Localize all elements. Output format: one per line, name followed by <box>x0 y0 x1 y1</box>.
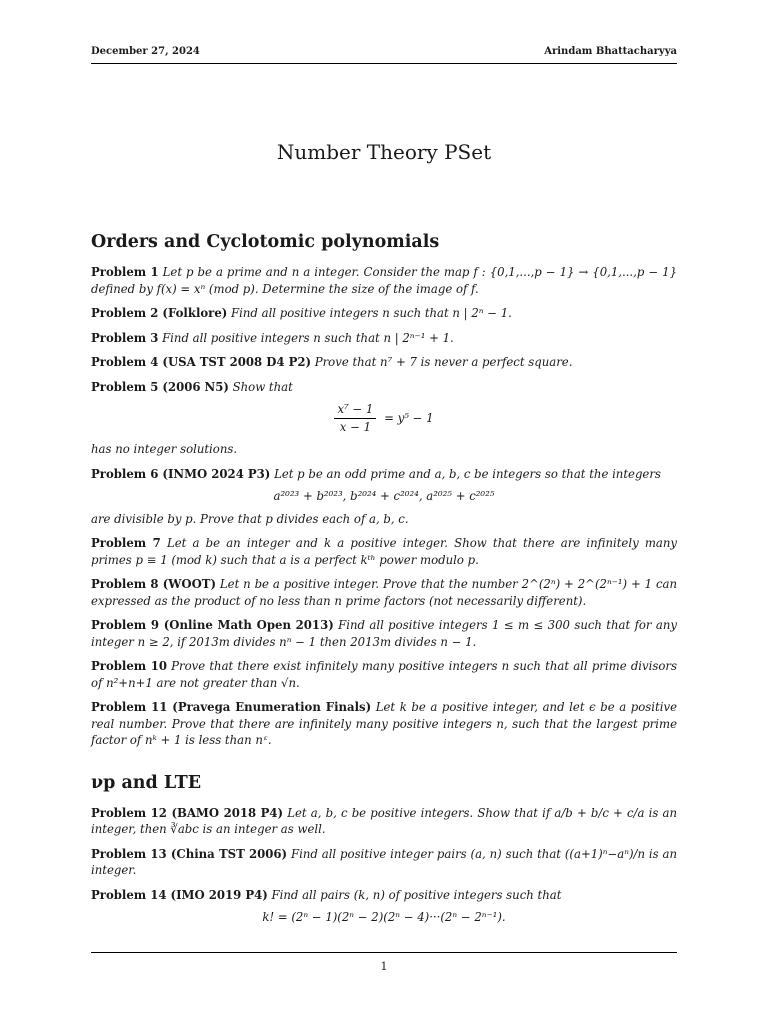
problem-head: Problem 8 (WOOT) <box>91 577 217 591</box>
page-header <box>91 46 677 64</box>
problem-14 <box>91 887 677 926</box>
problem-body: Find all positive integer pairs (a, n) such that ((a+1)ⁿ−aⁿ)/n is an integer. <box>91 846 677 877</box>
problem-3 <box>91 330 677 347</box>
display-equation <box>91 401 677 435</box>
problem-8 <box>91 576 677 609</box>
problem-body: Find all pairs (k, n) of positive integers such that <box>271 887 562 902</box>
problem-7 <box>91 535 677 568</box>
problem-6 <box>91 466 677 528</box>
problem-head: Problem 7 <box>91 536 161 550</box>
section-title-lte: νp and LTE <box>91 772 202 793</box>
footer-rule <box>91 952 677 953</box>
header-author: Arindam Bhattacharyya <box>544 46 677 57</box>
problem-head: Problem 14 (IMO 2019 P4) <box>91 887 268 902</box>
problem-body: Let k be a positive integer, and let ϵ be a positive real number. Prove that there are infinitely many positive integers n, such that the largest prime factor of nᵏ + 1 is less than nᵋ. <box>91 700 677 747</box>
problem-11 <box>91 699 677 749</box>
problem-5 <box>91 379 677 458</box>
problem-body: Let n be a positive integer. Prove that the number 2^(2ⁿ) + 2^(2ⁿ⁻¹) + 1 can expressed as the product of no less than n prime factors (not necessarily different). <box>91 577 678 608</box>
display-equation: k! = (2ⁿ − 1)(2ⁿ − 2)(2ⁿ − 4)···(2ⁿ − 2ⁿ⁻¹). <box>262 910 506 924</box>
problem-body: Let p be a prime and n a integer. Consider the map f : {0,1,...,p − 1} → {0,1,...,p − 1} defined by f(x) = xⁿ (mod p). Determine the size of the image of f. <box>91 265 678 296</box>
problem-2 <box>91 305 677 322</box>
problem-body: Prove that there exist infinitely many positive integers n such that all prime divisors of n²+n+1 are not greater than √n. <box>91 659 677 690</box>
problem-head: Problem 6 (INMO 2024 P3) <box>91 466 271 481</box>
problem-body: Find all positive integers 1 ≤ m ≤ 300 such that for any integer n ≥ 2, if 2013m divides nⁿ − 1 then 2013m divides n − 1. <box>91 618 678 649</box>
problem-4 <box>91 354 677 371</box>
display-equation: a²⁰²³ + b²⁰²³, b²⁰²⁴ + c²⁰²⁴, a²⁰²⁵ + c²⁰²⁵ <box>273 489 495 503</box>
problem-body: Let a be an integer and k a positive integer. Show that there are infinitely many primes p ≡ 1 (mod k) such that a is a perfect kᵗʰ power modulo p. <box>91 536 678 567</box>
problem-continuation: has no integer solutions. <box>91 442 238 456</box>
problem-head: Problem 10 <box>91 659 167 673</box>
problem-head: Problem 11 (Pravega Enumeration Finals) <box>91 700 372 714</box>
problem-body: Show that <box>232 379 293 394</box>
problem-head: Problem 1 <box>91 265 159 279</box>
problem-head: Problem 9 (Online Math Open 2013) <box>91 618 334 632</box>
problem-1 <box>91 264 677 297</box>
problem-body: Let p be an odd prime and a, b, c be integers so that the integers <box>274 466 661 481</box>
problem-9 <box>91 617 677 650</box>
problem-12 <box>91 805 677 838</box>
header-date: December 27, 2024 <box>91 46 200 57</box>
problem-continuation: are divisible by p. Prove that p divides each of a, b, c. <box>91 511 409 526</box>
problem-head: Problem 2 (Folklore) <box>91 306 228 320</box>
problem-body: Prove that n⁷ + 7 is never a perfect square. <box>314 355 573 369</box>
page-number: 1 <box>380 960 388 973</box>
equation-rhs: = y⁵ − 1 <box>384 410 434 425</box>
document-title: Number Theory PSet <box>276 140 492 164</box>
problem-head: Problem 4 (USA TST 2008 D4 P2) <box>91 355 312 369</box>
section-title-orders: Orders and Cyclotomic polynomials <box>91 232 440 252</box>
problem-10 <box>91 658 677 691</box>
problem-13 <box>91 846 677 879</box>
problem-body: Find all positive integers n such that n | 2ⁿ − 1. <box>231 306 512 320</box>
problem-head: Problem 3 <box>91 330 159 345</box>
fraction-numerator: x⁷ − 1 <box>334 401 376 419</box>
problem-head: Problem 13 (China TST 2006) <box>91 846 288 861</box>
problem-body: Find all positive integers n such that n | 2ⁿ⁻¹ + 1. <box>162 330 454 345</box>
problem-head: Problem 12 (BAMO 2018 P4) <box>91 805 284 820</box>
problem-head: Problem 5 (2006 N5) <box>91 379 229 394</box>
fraction-denominator: x − 1 <box>339 419 372 434</box>
problem-body: Let a, b, c be positive integers. Show that if a/b + b/c + c/a is an integer, then ∛abc is an integer as well. <box>91 805 678 836</box>
fraction <box>334 401 376 435</box>
document-body <box>91 232 677 934</box>
